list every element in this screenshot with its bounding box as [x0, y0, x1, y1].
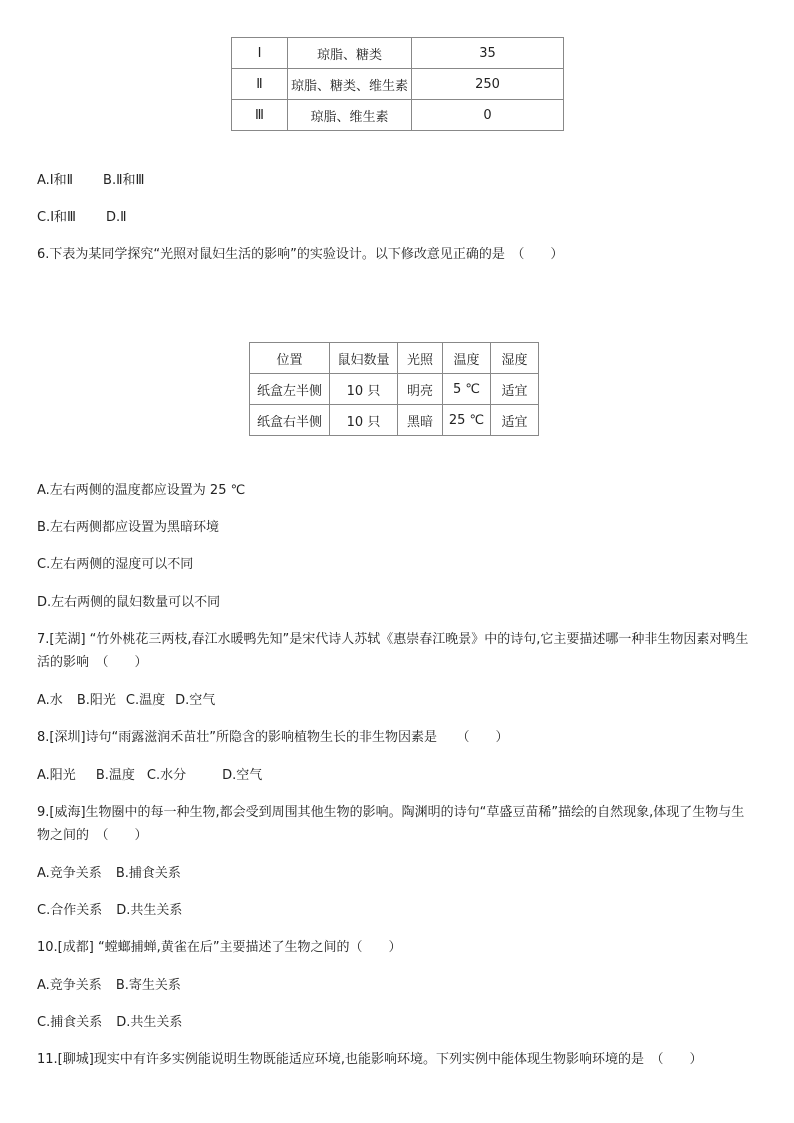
table-cell: 纸盒右半侧 [250, 405, 330, 436]
table-header: 位置 [250, 343, 330, 374]
q11-stem: 11.[聊城]现实中有许多实例能说明生物既能适应环境,也能影响环境。下列实例中能体现生物影响环境的是 （ ） [37, 1052, 703, 1067]
option-a: A.水 [37, 693, 63, 708]
table-cell: 250 [412, 69, 564, 100]
table-cell: Ⅲ [232, 100, 288, 131]
option-a: A.Ⅰ和Ⅱ [37, 173, 74, 188]
option-c: C.温度 [125, 693, 166, 708]
q10-options-row-1 [37, 977, 181, 995]
table-header: 鼠妇数量 [330, 343, 398, 374]
table-cell: 25 ℃ [443, 405, 491, 436]
q5-options-row-1 [37, 172, 144, 190]
option-c: C.合作关系 [37, 903, 103, 918]
option-b: B.捕食关系 [115, 866, 181, 881]
q10-stem: 10.[成都] “螳螂捕蝉,黄雀在后”主要描述了生物之间的（ ） [37, 940, 402, 955]
table-row [250, 374, 539, 405]
option-a: A.阳光 [37, 768, 76, 783]
table-cell: 纸盒左半侧 [250, 374, 330, 405]
option-c: C.捕食关系 [37, 1015, 103, 1030]
q7-options [37, 692, 215, 710]
woodlouse-table [249, 342, 539, 436]
option-d: D.Ⅱ [106, 210, 127, 225]
table-cell: 10 只 [330, 374, 398, 405]
option-d: D.空气 [222, 768, 263, 783]
option-d: D.共生关系 [116, 1015, 183, 1030]
q9-stem: 9.[威海]生物圈中的每一种生物,都会受到周围其他生物的影响。陶渊明的诗句“草盛豆苗稀”描绘的自然现象,体现了生物与生物之间的 （ ） [37, 805, 745, 843]
option-a: A.竞争关系 [37, 978, 102, 993]
q9-options-row-2 [37, 902, 182, 920]
q8-stem: 8.[深圳]诗句“雨露滋润禾苗壮”所隐含的影响植物生长的非生物因素是 （ ） [37, 730, 509, 745]
table-cell: 琼脂、维生素 [288, 100, 412, 131]
option-b: B.温度 [95, 768, 135, 783]
table-cell: 黑暗 [398, 405, 443, 436]
table-row [232, 69, 564, 100]
q9-options-row-1 [37, 865, 181, 883]
option-d: D.共生关系 [116, 903, 183, 918]
table-cell: 5 ℃ [443, 374, 491, 405]
q5-options-row-2 [37, 209, 127, 227]
q6-option-a: A.左右两侧的温度都应设置为 25 ℃ [37, 483, 246, 498]
table-cell: 琼脂、糖类 [288, 38, 412, 69]
option-b: B.寄生关系 [115, 978, 181, 993]
q10-options-row-2 [37, 1014, 182, 1032]
table-header: 光照 [398, 343, 443, 374]
table-header: 温度 [443, 343, 491, 374]
q7-stem: 7.[芜湖] “竹外桃花三两枝,春江水暖鸭先知”是宋代诗人苏轼《惠崇春江晚景》中的诗句,它主要描述哪一种非生物因素对鸭生活的影响 （ ） [37, 632, 749, 670]
q6-option-b: B.左右两侧都应设置为黑暗环境 [37, 520, 220, 535]
table-cell: 10 只 [330, 405, 398, 436]
table-row [250, 405, 539, 436]
option-c: C.Ⅰ和Ⅲ [37, 210, 77, 225]
table-cell: 适宜 [491, 374, 539, 405]
q6-option-d: D.左右两侧的鼠妇数量可以不同 [37, 595, 221, 610]
table-row [232, 38, 564, 69]
q6-stem: 6.下表为某同学探究“光照对鼠妇生活的影响”的实验设计。以下修改意见正确的是 （ ） [37, 247, 564, 262]
table-cell: 明亮 [398, 374, 443, 405]
q8-options [37, 767, 262, 785]
option-d: D.空气 [175, 693, 216, 708]
culture-table [231, 37, 564, 131]
table-row [232, 100, 564, 131]
q6-option-c: C.左右两侧的湿度可以不同 [37, 557, 194, 572]
table-cell: Ⅱ [232, 69, 288, 100]
table-cell: 35 [412, 38, 564, 69]
table-header: 湿度 [491, 343, 539, 374]
option-b: B.Ⅱ和Ⅲ [103, 173, 145, 188]
option-b: B.阳光 [76, 693, 116, 708]
table-header-row [250, 343, 539, 374]
table-cell: Ⅰ [232, 38, 288, 69]
table-cell: 适宜 [491, 405, 539, 436]
option-c: C.水分 [146, 768, 187, 783]
option-a: A.竞争关系 [37, 866, 102, 881]
table-cell: 琼脂、糖类、维生素 [288, 69, 412, 100]
table-cell: 0 [412, 100, 564, 131]
